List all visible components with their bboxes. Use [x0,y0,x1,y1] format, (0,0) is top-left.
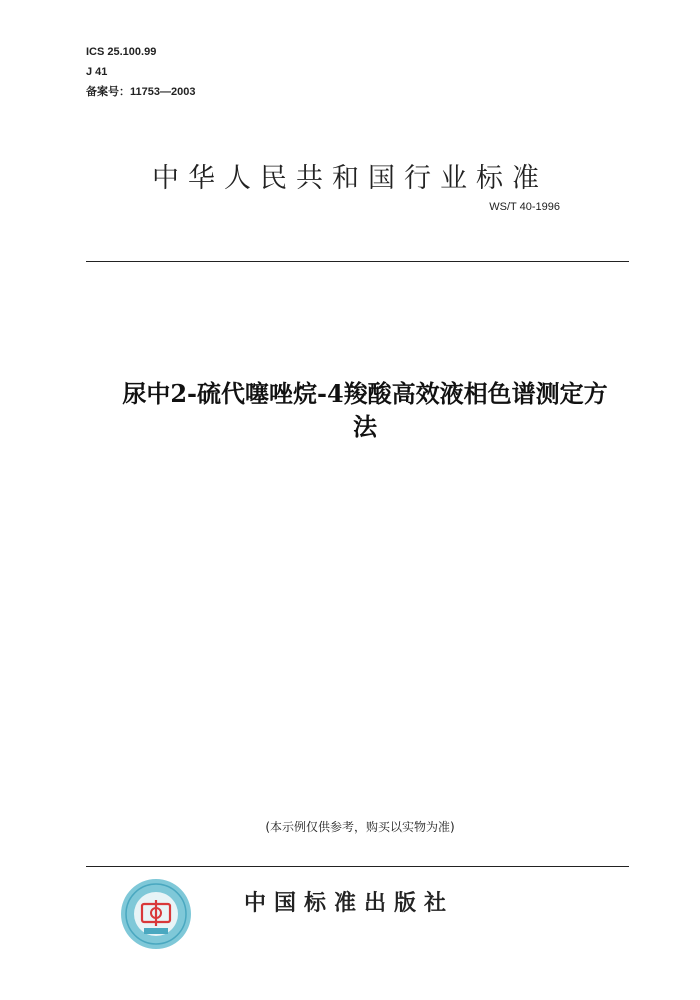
standard-category-title: 中华人民共和国行业标准 [152,163,548,194]
document-title [60,377,670,443]
document-title-line-1: 尿中2-硫代噻唑烷-4羧酸高效液相色谱测定方 [122,379,608,408]
standard-code: WS/T 40-1996 [489,201,560,213]
ics-code: ICS 25.100.99 [86,46,157,58]
document-title-line-2: 法 [353,412,377,441]
classification-code: J 41 [86,66,108,78]
publisher-seal-icon [120,878,192,950]
publisher-name: 中国标准出版社 [244,891,455,916]
sample-note: (本示例仅供参考，购买以实物为准) [265,820,455,834]
filing-number: 备案号：11753—2003 [86,86,196,98]
bottom-divider [86,866,629,867]
header-meta [86,42,195,102]
top-divider [86,261,629,262]
